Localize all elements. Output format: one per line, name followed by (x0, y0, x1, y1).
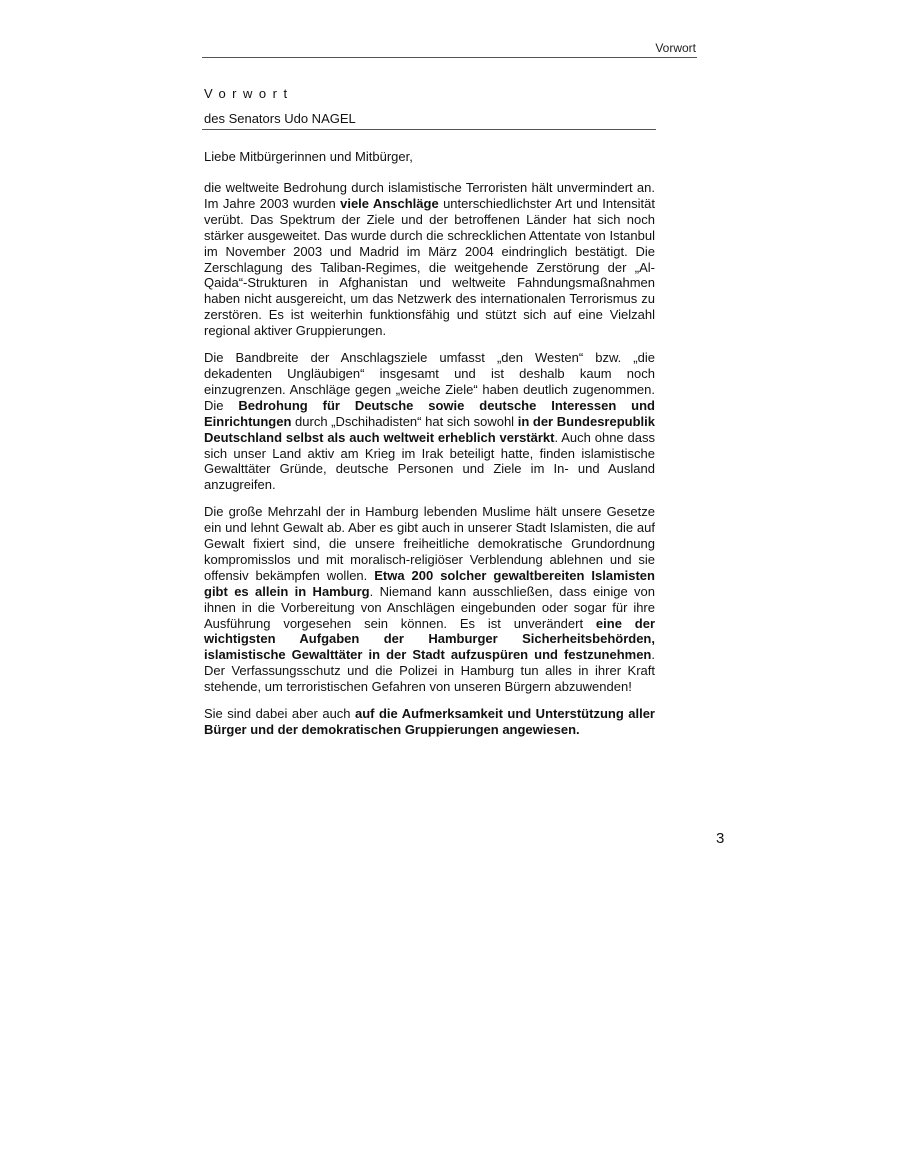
running-header-title: Vorwort (655, 41, 696, 55)
subtitle-block (202, 110, 656, 130)
page-title: Vorwort (204, 86, 294, 101)
paragraph-text: Die große Mehrzahl der in Hamburg lebenden Muslime hält unsere Gesetze ein und lehnt Gewalt ab. Aber es gibt auch in unserer Stadt Islamisten, die auf Gewalt fixiert sind, die unsere freiheitliche demokratische Grundordnung kompromisslos und mit moralisch-religiöser Verblendung ablehnen und sie offensiv bekämpfen wollen. (204, 504, 655, 583)
body-paragraph (204, 180, 655, 339)
paragraph-text: . Der Verfassungsschutz und die Polizei in Hamburg tun alles in ihrer Kraft stehende, um terroristischen Gefahren von unseren Bürgern abzuwenden! (204, 647, 655, 695)
emphasis-text: auf die Aufmerksamkeit und Unterstützung aller Bürger und der demokratischen Gruppierungen angewiesen. (204, 706, 655, 737)
body-paragraph (204, 350, 655, 493)
body-paragraph (204, 706, 655, 738)
emphasis-text: viele Anschläge (340, 195, 439, 211)
paragraph-text: . Niemand kann ausschließen, dass einige von ihnen in die Vorbereitung von Anschlägen eingebunden oder sogar für ihre Ausführung vorgesehen sein können. Es ist unverändert (204, 583, 656, 631)
page-subtitle: des Senators Udo NAGEL (204, 111, 356, 126)
emphasis-text: Etwa 200 solcher gewaltbereiten Islamisten gibt es allein in Hamburg (204, 567, 655, 599)
paragraph-text: Sie sind dabei aber auch (204, 706, 356, 722)
body-paragraph (204, 504, 655, 695)
paragraph-text: durch „Dschihadisten“ hat sich sowohl (291, 413, 518, 429)
paragraph-text: die weltweite Bedrohung durch islamistische Terroristen hält unvermindert an. Im Jahre 2003 wurden (204, 180, 655, 211)
emphasis-text: in der Bundesrepublik Deutschland selbst als auch weltweit erheblich verstärkt (204, 413, 655, 445)
page-number: 3 (716, 830, 725, 847)
salutation: Liebe Mitbürgerinnen und Mitbürger, (204, 149, 413, 164)
emphasis-text: Bedrohung für Deutsche sowie deutsche Interessen und Einrichtungen (204, 397, 655, 429)
running-header (202, 40, 697, 58)
paragraph-text: Die Bandbreite der Anschlagsziele umfasst „den Westen“ bzw. „die dekadenten Ungläubigen“ insgesamt und ist deshalb kaum noch einzugrenzen. Anschläge gegen „weiche Ziele“ haben deutlich zugenommen. Die (204, 350, 655, 413)
paragraph-text: . Auch ohne dass sich unser Land aktiv am Krieg im Irak beteiligt hatte, finden islamistische Gewalttäter Gründe, deutsche Personen und Ziele im In- und Ausland anzugreifen. (204, 429, 655, 493)
body-text (204, 180, 655, 749)
paragraph-text: unterschiedlichster Art und Intensität verübt. Das Spektrum der Ziele und der betroffenen Länder hat sich noch stärker ausgeweitet. Das wurde durch die schrecklichen Attentate von Istanbul im November 2003 und Madrid im März 2004 eindringlich bestätigt. Die Zerschlagung des Taliban-Regimes, die weitgehende Zerstörung der „Al-Qaida“-Strukturen in Afghanistan und weltweite Fahndungsmaßnahmen haben nicht ausgereicht, um das Netzwerk des internationalen Terrorismus zu zerstören. Es ist weiterhin funktionsfähig und stützt sich auf eine Vielzahl regional aktiver Gruppierungen. (204, 195, 655, 339)
emphasis-text: eine der wichtigsten Aufgaben der Hamburger Sicherheitsbehörden, islamistische Gewalttäter in der Stadt aufzuspüren und festzunehmen (204, 615, 655, 663)
